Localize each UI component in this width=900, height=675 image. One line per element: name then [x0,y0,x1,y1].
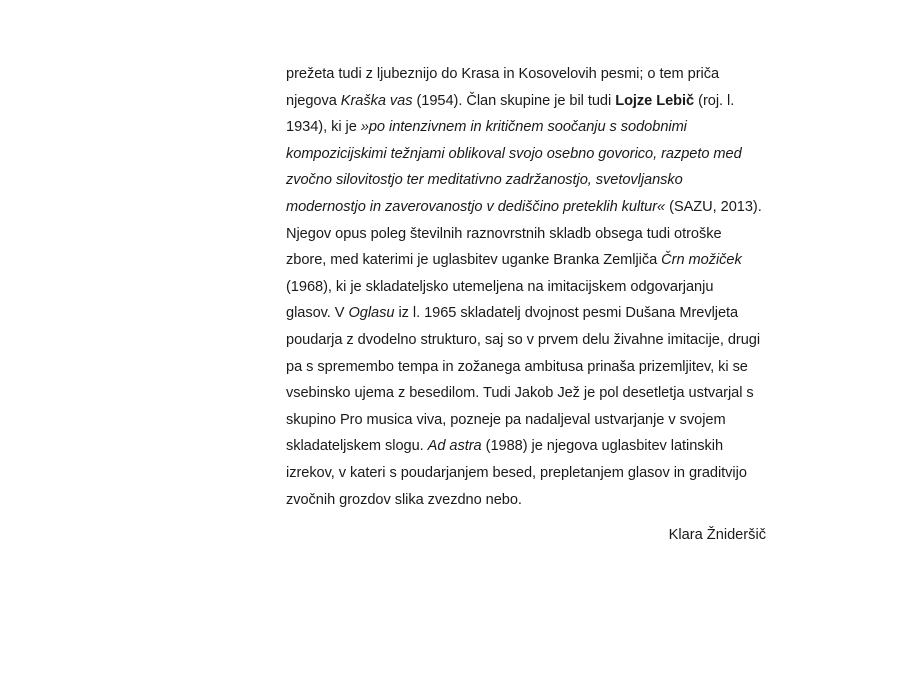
text-line [286,88,766,115]
text-line [286,274,766,301]
text-segment: (roj. l. [694,92,735,109]
text-segment: Njegov opus poleg številnih raznovrstnih skladb obsega tudi otroške [286,225,722,242]
text-line [286,300,766,327]
text-line [286,247,766,274]
italic-text: kompozicijskimi težnjami oblikoval svojo osebno govorico, razpeto med [286,145,742,162]
text-segment: skladateljskem slogu. [286,438,428,455]
italic-text: »po intenzivnem in kritičnem soočanju s sodobnimi [360,119,687,136]
bold-text: Lojze Lebič [615,92,695,109]
author-signature: Klara Žnideršič [668,527,766,544]
article-body [286,61,766,513]
italic-text: Oglasu [348,305,395,322]
text-segment: glasov. V [286,305,349,322]
text-line [286,487,766,514]
text-segment: skupino Pro musica viva, pozneje pa nadaljeval ustvarjanje v svojem [286,411,726,428]
text-line [286,380,766,407]
text-segment: pa s spremembo tempa in zožanega ambitusa prinaša prizemljitev, ki se [286,358,748,375]
italic-text: modernostjo in zaverovanostjo v dediščino preteklih kultur« [286,198,666,215]
text-line [286,194,766,221]
text-segment: (1988) je njegova uglasbitev latinskih [481,438,724,455]
text-segment: prežeta tudi z ljubeznijo do Krasa in Kosovelovih pesmi; o tem priča [286,66,720,82]
italic-text: Kraška vas [340,92,413,109]
text-line [286,114,766,141]
italic-text: Črn možiček [661,252,742,269]
text-segment: (SAZU, 2013). [665,198,762,215]
text-segment: vsebinsko ujema z besedilom. Tudi Jakob Jež je pol desetletja ustvarjal s [286,385,754,402]
text-segment: zbore, med katerimi je uglasbitev uganke Branka Zemljiča [286,252,662,269]
text-segment: njegova [286,92,341,109]
text-segment: iz l. 1965 skladatelj dvojnost pesmi Dušana Mrevljeta [394,305,739,322]
article-page [286,61,766,548]
text-segment: zvočnih grozdov slika zvezdno nebo. [286,491,522,508]
text-segment: 1934), ki je [286,119,361,136]
text-segment: poudarja z dvodelno strukturo, saj so v prvem delu živahne imitacije, drugi [286,331,761,348]
text-line [286,141,766,168]
text-line [286,221,766,248]
text-line [286,167,766,194]
text-line [286,433,766,460]
text-line [286,407,766,434]
text-segment: (1968), ki je skladateljsko utemeljena na imitacijskem odgovarjanju [286,278,714,295]
text-line [286,61,766,88]
text-segment: (1954). Član skupine je bil tudi [412,92,616,109]
text-line [286,460,766,487]
italic-text: zvočno silovitostjo ter meditativno zadržanostjo, svetovljansko [286,172,683,189]
italic-text: Ad astra [427,438,482,455]
text-line [286,354,766,381]
text-line [286,327,766,354]
text-segment: izrekov, v kateri s poudarjanjem besed, prepletanjem glasov in graditvijo [286,464,747,481]
